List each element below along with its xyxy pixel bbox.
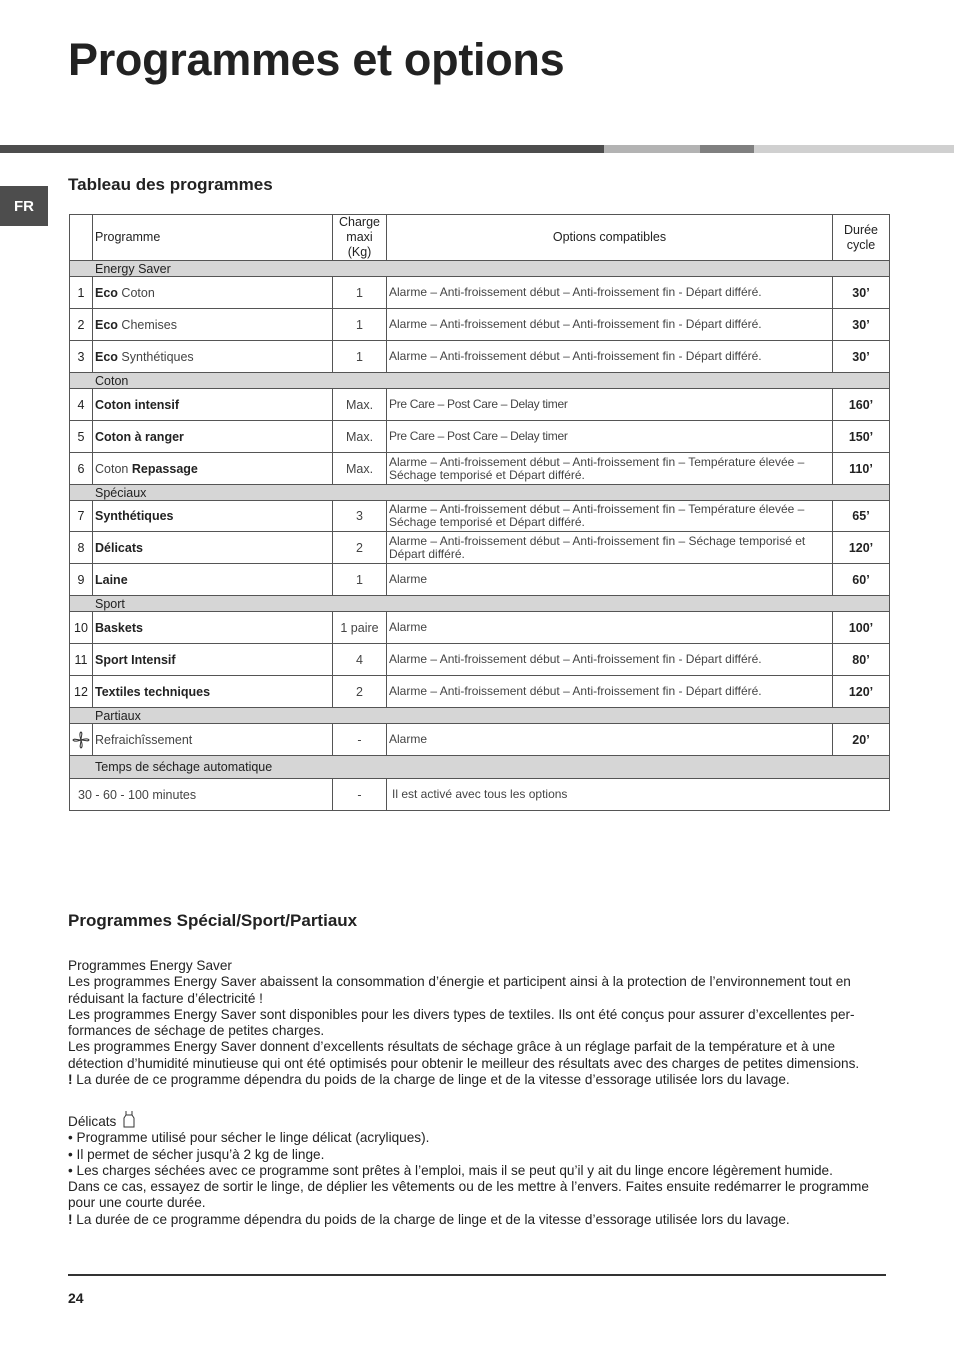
- row-programme: Eco Synthétiques: [93, 341, 333, 373]
- row-options: Alarme: [387, 564, 833, 596]
- row-duration: 100’: [833, 612, 890, 644]
- row-duration: 80’: [833, 644, 890, 676]
- delicats-heading: Délicats: [68, 1110, 888, 1130]
- row-programme: Eco Chemises: [93, 309, 333, 341]
- table-row: [70, 341, 890, 373]
- page-number: 24: [68, 1290, 84, 1306]
- table-row: [70, 453, 890, 485]
- bullet-item: • Il permet de sécher jusqu’à 2 kg de linge.: [68, 1146, 325, 1162]
- bullet-item: • Programme utilisé pour sécher le linge délicat (acryliques).: [68, 1130, 430, 1146]
- row-programme: Laine: [93, 564, 333, 596]
- row-number: 4: [70, 389, 93, 421]
- header-options: Options compatibles: [387, 215, 833, 261]
- row-duration: 30’: [833, 309, 890, 341]
- footer-rule: [68, 1274, 886, 1276]
- bullet-item: • Les charges séchées avec ce programme sont prêtes à l’emploi, mais il se peut qu’il y ait du linge encore légèrement humide.: [68, 1162, 833, 1178]
- special-section-title: Programmes Spécial/Sport/Partiaux: [68, 911, 358, 930]
- row-duration: 65’: [833, 501, 890, 532]
- paragraph: Les programmes Energy Saver abaissent la consommation d’énergie et participent ainsi à la protection de l’environnement tout en réduisant la facture d’électricité !: [68, 974, 851, 1006]
- row-number: 10: [70, 612, 93, 644]
- programme-table: [69, 214, 890, 811]
- row-charge: Max.: [333, 421, 387, 453]
- row-programme: Coton à ranger: [93, 421, 333, 453]
- table-row: [70, 389, 890, 421]
- group-label: Spéciaux: [70, 485, 890, 501]
- header-duree: Durée cycle: [833, 215, 890, 261]
- header-num: [70, 215, 93, 261]
- row-duration: 110’: [833, 453, 890, 485]
- row-options: Alarme – Anti-froissement début – Anti-froissement fin - Départ différé.: [387, 676, 833, 708]
- row-options: Alarme – Anti-froissement début – Anti-froissement fin – Séchage temporisé et Départ différé.: [387, 532, 833, 564]
- group-row-energy-saver: [70, 261, 890, 277]
- row-charge: 1: [333, 564, 387, 596]
- row-options: Alarme: [387, 724, 833, 756]
- group-label: Energy Saver: [70, 261, 890, 277]
- header-band-pale: [754, 145, 954, 153]
- row-options: Pre Care – Post Care – Delay timer: [387, 389, 833, 421]
- table-row: [70, 501, 890, 532]
- row-number: 9: [70, 564, 93, 596]
- row-programme: Textiles techniques: [93, 676, 333, 708]
- row-options: Alarme – Anti-froissement début – Anti-froissement fin - Départ différé.: [387, 277, 833, 309]
- row-duration: 120’: [833, 676, 890, 708]
- header-charge: Charge maxi (Kg): [333, 215, 387, 261]
- row-charge: 1: [333, 277, 387, 309]
- row-duration: 20’: [833, 724, 890, 756]
- row-duration: 120’: [833, 532, 890, 564]
- table-header-row: [70, 215, 890, 261]
- fan-icon: [70, 724, 93, 756]
- delicate-garment-icon: [123, 1110, 135, 1128]
- table-row: [70, 532, 890, 564]
- row-programme: Baskets: [93, 612, 333, 644]
- table-section-title: Tableau des programmes: [68, 175, 273, 194]
- group-row-speciaux: [70, 485, 890, 501]
- group-row-auto: [70, 756, 890, 779]
- row-number: 12: [70, 676, 93, 708]
- row-charge: 4: [333, 644, 387, 676]
- group-label: Partiaux: [70, 708, 890, 724]
- row-options: Alarme – Anti-froissement début – Anti-froissement fin – Température élevée – Séchage temporisé et Départ différé.: [387, 453, 833, 485]
- row-duration: 150’: [833, 421, 890, 453]
- group-label: Coton: [70, 373, 890, 389]
- row-charge: 2: [333, 676, 387, 708]
- row-options: Alarme – Anti-froissement début – Anti-froissement fin - Départ différé.: [387, 644, 833, 676]
- table-row: [70, 724, 890, 756]
- row-options: Il est activé avec tous les options: [387, 779, 890, 811]
- row-programme: Synthétiques: [93, 501, 333, 532]
- energy-saver-block: [68, 958, 888, 1088]
- note: ! La durée de ce programme dépendra du poids de la charge de linge et de la vitesse d’essorage utilisée lors du lavage.: [68, 1211, 790, 1227]
- row-charge: 1 paire: [333, 612, 387, 644]
- paragraph: Les programmes Energy Saver donnent d’excellents résultats de séchage grâce à un réglage parfait de la température et à une détection d’humidité minutieuse qui ont été optimisés pour obtenir le meilleur des résultats avec des charges de petites dimensions.: [68, 1039, 860, 1071]
- header-band-dark: [0, 145, 604, 153]
- row-options: Pre Care – Post Care – Delay timer: [387, 421, 833, 453]
- row-charge: Max.: [333, 453, 387, 485]
- energy-saver-heading: Programmes Energy Saver: [68, 958, 232, 973]
- group-label: Temps de séchage automatique: [70, 756, 890, 779]
- paragraph: Les programmes Energy Saver sont disponibles pour les divers types de textiles. Ils ont été conçus pour assurer d’excellentes per-formances de séchage de petites charges.: [68, 1006, 855, 1039]
- row-charge: -: [333, 724, 387, 756]
- group-row-partiaux: [70, 708, 890, 724]
- table-row: [70, 676, 890, 708]
- page-title: Programmes et options: [68, 34, 565, 85]
- row-duration: 30’: [833, 341, 890, 373]
- table-row: [70, 564, 890, 596]
- row-duration: 160’: [833, 389, 890, 421]
- row-programme: 30 - 60 - 100 minutes: [70, 779, 333, 811]
- row-duration: 60’: [833, 564, 890, 596]
- row-options: Alarme – Anti-froissement début – Anti-froissement fin - Départ différé.: [387, 341, 833, 373]
- row-charge: 1: [333, 309, 387, 341]
- header-band-mid: [700, 145, 754, 153]
- note: ! La durée de ce programme dépendra du poids de la charge de linge et de la vitesse d’essorage utilisée lors du lavage.: [68, 1072, 790, 1088]
- row-charge: 2: [333, 532, 387, 564]
- row-number: 3: [70, 341, 93, 373]
- row-number: 5: [70, 421, 93, 453]
- paragraph: Dans ce cas, essayez de sortir le linge, de déplier les vêtements ou de les mettre à l’envers. Faites ensuite redémarrer le programme pour une courte durée.: [68, 1179, 869, 1211]
- header-band-light: [604, 145, 700, 153]
- row-programme: Délicats: [93, 532, 333, 564]
- group-row-sport: [70, 596, 890, 612]
- delicats-block: [68, 1110, 888, 1228]
- row-programme: Sport Intensif: [93, 644, 333, 676]
- row-charge: 1: [333, 341, 387, 373]
- header-programme: Programme: [93, 215, 333, 261]
- table-row: [70, 421, 890, 453]
- row-programme: Coton intensif: [93, 389, 333, 421]
- table-row: [70, 277, 890, 309]
- row-number: 2: [70, 309, 93, 341]
- row-charge: Max.: [333, 389, 387, 421]
- table-row: [70, 612, 890, 644]
- table-row: [70, 309, 890, 341]
- row-duration: 30’: [833, 277, 890, 309]
- row-programme: Refraichîssement: [93, 724, 333, 756]
- row-options: Alarme: [387, 612, 833, 644]
- row-programme: Coton Repassage: [93, 453, 333, 485]
- row-charge: 3: [333, 501, 387, 532]
- row-number: 6: [70, 453, 93, 485]
- row-options: Alarme – Anti-froissement début – Anti-froissement fin – Température élevée – Séchage temporisé et Départ différé.: [387, 501, 833, 532]
- row-number: 1: [70, 277, 93, 309]
- row-number: 8: [70, 532, 93, 564]
- row-charge: -: [333, 779, 387, 811]
- row-programme: Eco Coton: [93, 277, 333, 309]
- table-row: [70, 779, 890, 811]
- row-number: 11: [70, 644, 93, 676]
- table-row: [70, 644, 890, 676]
- group-label: Sport: [70, 596, 890, 612]
- group-row-coton: [70, 373, 890, 389]
- language-tab-label: FR: [14, 197, 34, 215]
- row-number: 7: [70, 501, 93, 532]
- language-tab: [0, 186, 48, 226]
- row-options: Alarme – Anti-froissement début – Anti-froissement fin - Départ différé.: [387, 309, 833, 341]
